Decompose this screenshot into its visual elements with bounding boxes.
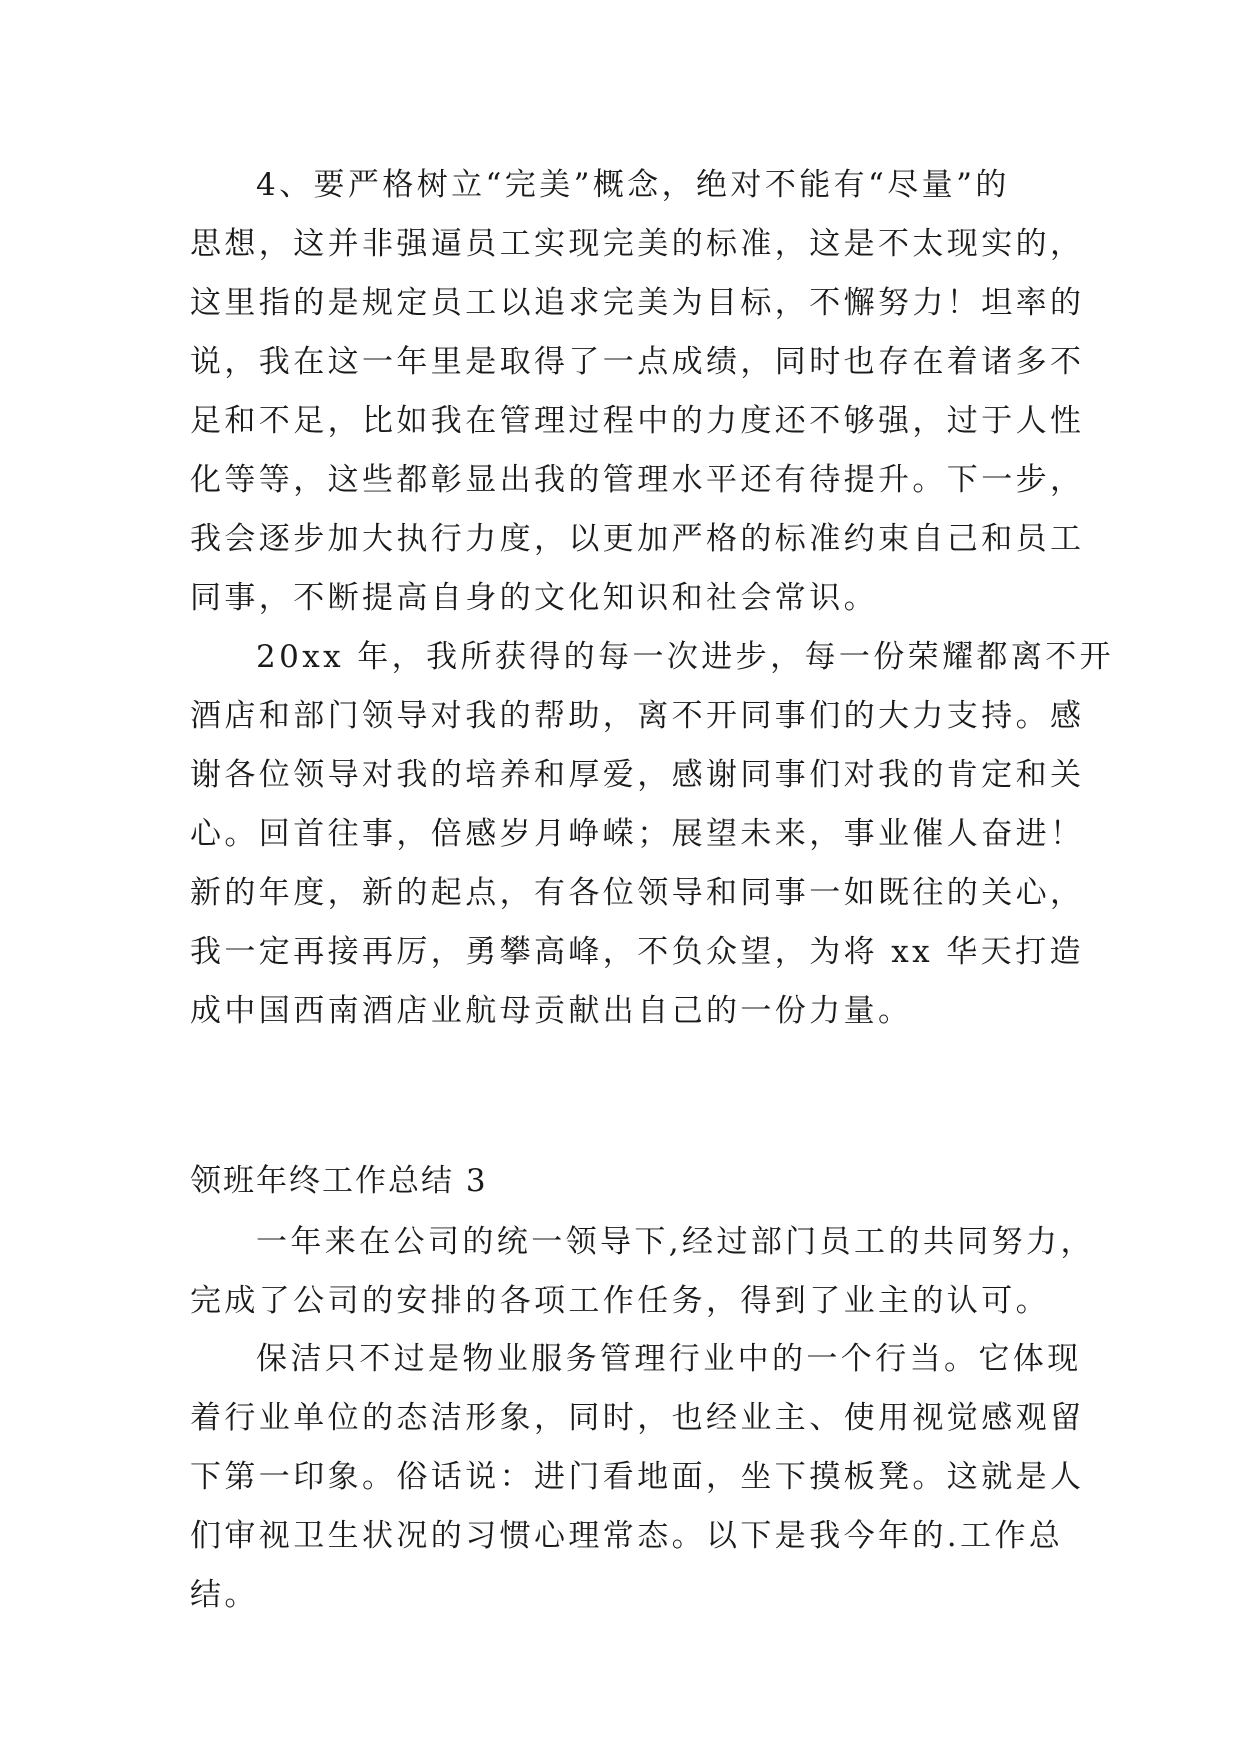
text-line: 着行业单位的态洁形象，同时，也经业主、使用视觉感观留 <box>190 1400 1085 1436</box>
text-line: 们审视卫生状况的习惯心理常态。以下是我今年的.工作总 <box>190 1518 1064 1554</box>
text-line: 说，我在这一年里是取得了一点成绩，同时也存在着诸多不 <box>190 344 1085 380</box>
text-line: 足和不足，比如我在管理过程中的力度还不够强，过于人性 <box>190 403 1085 439</box>
text-line: 20xx 年，我所获得的每一次进步，每一份荣耀都离不开 <box>256 639 1115 675</box>
text-line: 一年来在公司的统一领导下,经过部门员工的共同努力， <box>256 1224 1095 1260</box>
text-line: 完成了公司的安排的各项工作任务，得到了业主的认可。 <box>190 1283 1050 1319</box>
text-line: 成中国西南酒店业航母贡献出自己的一份力量。 <box>190 993 913 1029</box>
text-line: 我一定再接再厉，勇攀高峰，不负众望，为将 xx 华天打造 <box>190 934 1084 970</box>
text-line: 思想，这并非强逼员工实现完美的标准，这是不太现实的， <box>190 226 1085 262</box>
text-line: 新的年度，新的起点，有各位领导和同事一如既往的关心， <box>190 875 1085 911</box>
paragraph-cleaning <box>190 1330 1085 1625</box>
text-line: 谢各位领导对我的培养和厚爱，感谢同事们对我的肯定和关 <box>190 757 1085 793</box>
text-line: 化等等，这些都彰显出我的管理水平还有待提升。下一步， <box>190 462 1085 498</box>
text-line: 心。回首往事，倍感岁月峥嵘；展望未来，事业催人奋进！ <box>190 816 1085 852</box>
text-line: 保洁只不过是物业服务管理行业中的一个行当。它体现 <box>256 1341 1082 1377</box>
text-line: 同事，不断提高自身的文化知识和社会常识。 <box>190 580 878 616</box>
text-line: 4、要严格树立“完美”概念，绝对不能有“尽量”的 <box>256 167 1010 203</box>
paragraph-gratitude <box>190 628 1115 1041</box>
text-line: 结。 <box>190 1577 259 1613</box>
section-heading: 领班年终工作总结 3 <box>190 1163 488 1199</box>
paragraph-intro <box>190 1213 1095 1331</box>
text-line: 我会逐步加大执行力度，以更加严格的标准约束自己和员工 <box>190 521 1085 557</box>
text-line: 这里指的是规定员工以追求完美为目标，不懈努力！坦率的 <box>190 285 1085 321</box>
text-line: 酒店和部门领导对我的帮助，离不开同事们的大力支持。感 <box>190 698 1085 734</box>
paragraph-improvement <box>190 156 1085 628</box>
text-line: 下第一印象。俗话说：进门看地面，坐下摸板凳。这就是人 <box>190 1459 1085 1495</box>
